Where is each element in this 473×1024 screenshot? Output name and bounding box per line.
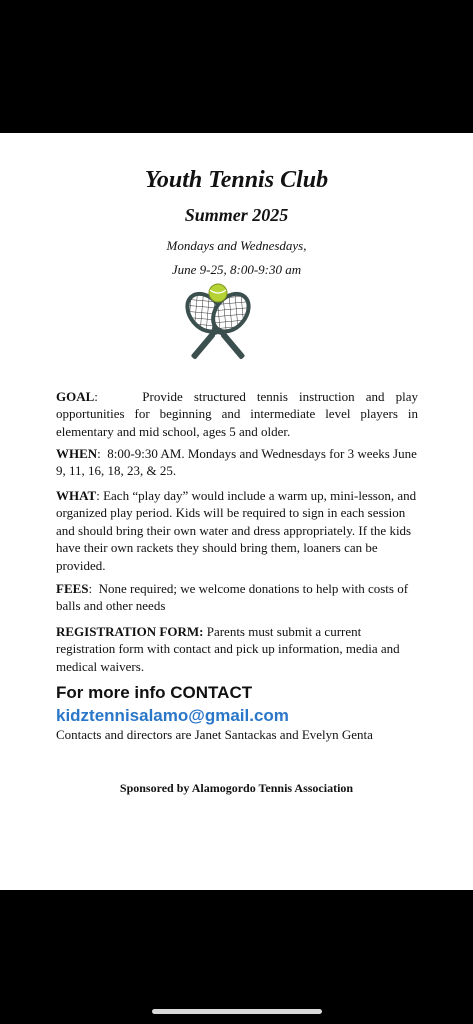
contact-email-link[interactable]: kidztennisalamo@gmail.com (56, 706, 289, 725)
fees-label: FEES (56, 581, 89, 596)
goal-text: Provide structured tennis instruction and play opportunities for beginning and intermediate level players in elementary and mid school, ages 5 and older. (56, 389, 418, 439)
flyer-subtitle: Summer 2025 (184, 205, 289, 225)
what-paragraph: WHAT: Each “play day” would include a warm up, mini-lesson, and organized play period. Kids will be required to sign in each session and should bring their own water and dress appropriately. If the kids have their own rackets they should bring them, loaners can be provided. (56, 488, 417, 573)
sponsor-line: Sponsored by Alamogordo Tennis Association (119, 781, 354, 795)
flyer-page (0, 133, 473, 890)
schedule-dates: June 9-25, 8:00-9:30 am (171, 262, 302, 277)
what-label: WHAT (56, 488, 97, 503)
fees-text: None required; we welcome donations to help with costs of balls and other needs (56, 581, 409, 614)
registration-paragraph (56, 623, 418, 675)
contact-heading: For more info CONTACT (56, 683, 253, 702)
home-indicator[interactable] (152, 1009, 322, 1014)
registration-text: Parents must submit a current registration form with contact and pick up information, media and medical waivers. (56, 624, 400, 674)
flyer-title: Youth Tennis Club (144, 167, 329, 193)
what-text: Each “play day” would include a warm up, mini-lesson, and organized play period. Kids will be required to sign in each session and should bring their own water and dress appropriately. If the kids have their own rackets they should bring them, loaners can be provided. (56, 488, 417, 573)
goal-paragraph: GOAL: Provide structured tennis instruction and play opportunities for beginning and intermediate level players in elementary and mid school, ages 5 and older. (56, 389, 418, 439)
schedule-days: Mondays and Wednesdays, (166, 238, 307, 253)
when-label: WHEN (56, 446, 98, 461)
registration-label: REGISTRATION FORM: (56, 624, 204, 639)
contacts-text: Contacts and directors are Janet Santackas and Evelyn Genta (56, 727, 373, 742)
fees-paragraph: FEES: None required; we welcome donations to help with costs of balls and other needs (56, 581, 409, 614)
tennis-rackets-and-ball-icon (173, 280, 263, 376)
when-paragraph: WHEN: 8:00-9:30 AM. Mondays and Wednesdays for 3 weeks June 9, 11, 16, 18, 23, & 25. (56, 446, 417, 479)
bottom-black-bar (0, 890, 473, 1024)
when-text: 8:00-9:30 AM. Mondays and Wednesdays for 3 weeks June 9, 11, 16, 18, 23, & 25. (56, 446, 417, 479)
goal-label: GOAL (56, 389, 95, 404)
top-black-bar (0, 0, 473, 133)
